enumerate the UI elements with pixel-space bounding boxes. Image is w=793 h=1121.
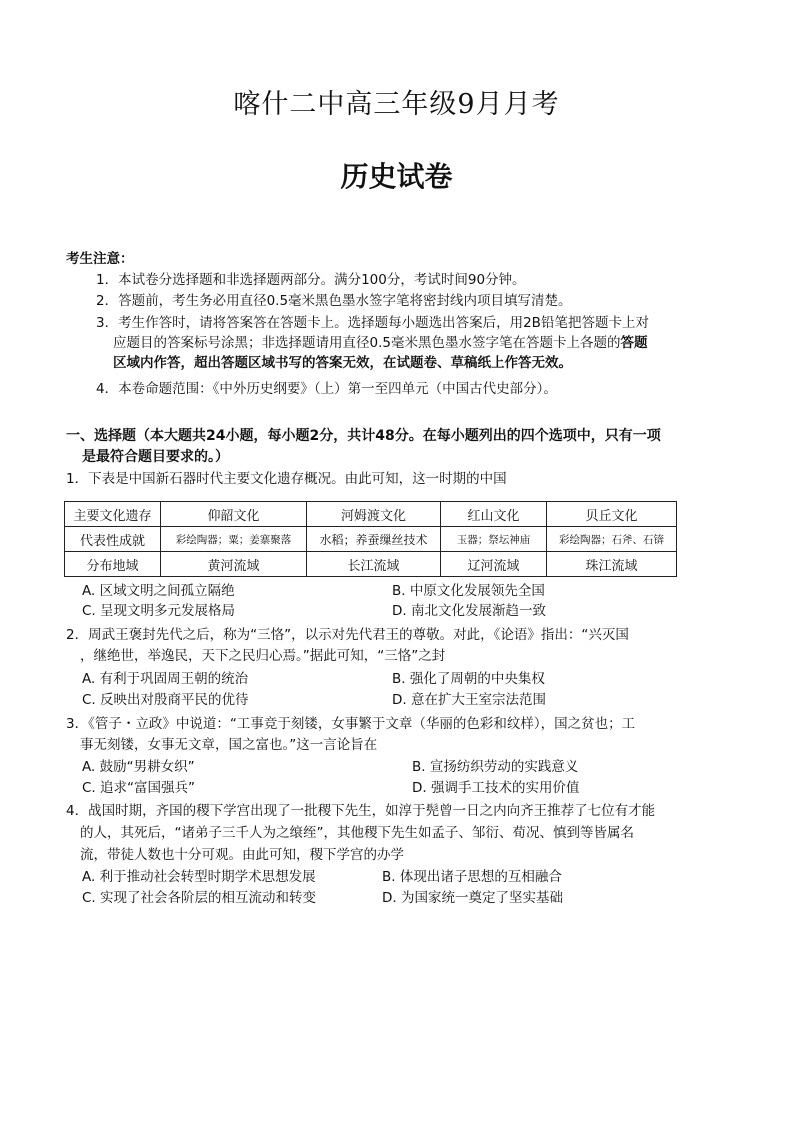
table-cell: 黄河流域 xyxy=(161,552,307,577)
q1-option-b: B. 中原文化发展领先全国 xyxy=(392,583,545,599)
q2-option-a: A. 有利于巩固周王朝的统治 xyxy=(82,671,249,687)
table-cell: 辽河流域 xyxy=(441,552,547,577)
notice-item-4: 4．本卷命题范围：《中外历史纲要》（上）第一至四单元（中国古代史部分）。 xyxy=(96,381,557,397)
exam-title: 喀什二中高三年级9月月考 xyxy=(233,89,560,120)
q4-option-a: A. 利于推动社会转型时期学术思想发展 xyxy=(82,869,316,885)
table-row xyxy=(65,552,677,577)
notice-item-1: 1．本试卷分选择题和非选择题两部分。满分100分，考试时间90分钟。 xyxy=(96,272,526,288)
notice-item-3-cont xyxy=(113,334,647,352)
q1-option-a: A. 区域文明之间孤立隔绝 xyxy=(82,583,235,599)
section-heading-cont: 是最符合题目要求的。） xyxy=(82,449,229,465)
table-cell: 彩绘陶器；石斧、石锛 xyxy=(547,527,677,552)
table-row xyxy=(65,502,677,527)
notice-item-3-text: 应题目的答案标号涂黑；非选择题请用直径0.5毫米黑色墨水签字笔在答题卡上各题的 xyxy=(113,335,621,351)
q4-option-c: C. 实现了社会各阶层的相互流动和转变 xyxy=(82,890,317,906)
exam-subtitle: 历史试卷 xyxy=(340,160,453,193)
q1-option-d: D. 南北文化发展渐趋一致 xyxy=(392,603,546,619)
table-cell: 彩绘陶器；粟；姜寨聚落 xyxy=(161,527,307,552)
table-cell: 贝丘文化 xyxy=(547,502,677,527)
q3-option-b: B. 宣扬纺织劳动的实践意义 xyxy=(412,759,579,775)
q2-option-c: C. 反映出对殷商平民的优待 xyxy=(82,692,249,708)
table-cell: 分布地域 xyxy=(65,552,161,577)
q3-stem-cont: 事无刻镂，女事无文章，国之富也。”这一言论旨在 xyxy=(80,737,378,753)
notice-item-3: 3．考生作答时，请将答案答在答题卡上。选择题每小题选出答案后，用2B铅笔把答题卡上对 xyxy=(96,315,649,331)
q4-stem-cont-2: 流，带徒人数也十分可观。由此可知，稷下学宫的办学 xyxy=(80,847,404,863)
culture-table xyxy=(64,501,677,577)
table-cell: 仰韶文化 xyxy=(161,502,307,527)
notice-heading: 考生注意： xyxy=(66,251,134,267)
table-cell: 长江流域 xyxy=(307,552,441,577)
q3-option-c: C. 追求“富国强兵” xyxy=(82,780,195,796)
q2-option-b: B. 强化了周朝的中央集权 xyxy=(392,671,545,687)
q3-option-d: D. 强调手工技术的实用价值 xyxy=(412,780,580,796)
q4-stem: 4．战国时期，齐国的稷下学宫出现了一批稷下先生，如淳于髡曾一日之内向齐王推荐了七位有才能 xyxy=(66,803,656,819)
q2-option-d: D. 意在扩大王室宗法范围 xyxy=(392,692,546,708)
q4-option-b: B. 体现出诸子思想的互相融合 xyxy=(382,869,562,885)
table-cell: 珠江流域 xyxy=(547,552,677,577)
table-cell: 玉器；祭坛神庙 xyxy=(441,527,547,552)
q1-option-c: C. 呈现文明多元发展格局 xyxy=(82,603,236,619)
table-row xyxy=(65,527,677,552)
section-heading: 一、选择题（本大题共24小题，每小题2分，共计48分。在每小题列出的四个选项中，只有一项 xyxy=(66,428,661,444)
q2-stem: 2．周武王褒封先代之后，称为“三恪”，以示对先代君王的尊敬。对此，《论语》指出：“兴灭国 xyxy=(66,627,629,643)
q3-option-a: A. 鼓励“男耕女织” xyxy=(82,759,195,775)
table-cell: 水稻；养蚕缫丝技术 xyxy=(307,527,441,552)
q3-stem: 3．《管子・立政》中说道：“工事竞于刻镂，女事繁于文章（华丽的色彩和纹样），国之贫也；工 xyxy=(66,716,636,732)
q4-option-d: D. 为国家统一奠定了坚实基础 xyxy=(382,890,563,906)
notice-item-3-warning: 区域内作答，超出答题区域书写的答案无效，在试题卷、草稿纸上作答无效。 xyxy=(113,355,572,371)
q4-stem-cont-1: 的人，其死后，“诸弟子三千人为之缞绖”，其他稷下先生如孟子、邹衍、荀况、慎到等皆属名 xyxy=(80,825,634,841)
table-cell: 河姆渡文化 xyxy=(307,502,441,527)
table-cell: 代表性成就 xyxy=(65,527,161,552)
q1-stem: 1．下表是中国新石器时代主要文化遗存概况。由此可知，这一时期的中国 xyxy=(66,471,507,487)
table-cell: 主要文化遗存 xyxy=(65,502,161,527)
notice-item-2: 2．答题前，考生务必用直径0.5毫米黑色墨水签字笔将密封线内项目填写清楚。 xyxy=(96,293,572,309)
q2-stem-cont: ，继绝世，举逸民，天下之民归心焉。”据此可知，“三恪”之封 xyxy=(80,648,446,664)
table-cell: 红山文化 xyxy=(441,502,547,527)
notice-item-3-bold: 答题 xyxy=(620,335,648,351)
